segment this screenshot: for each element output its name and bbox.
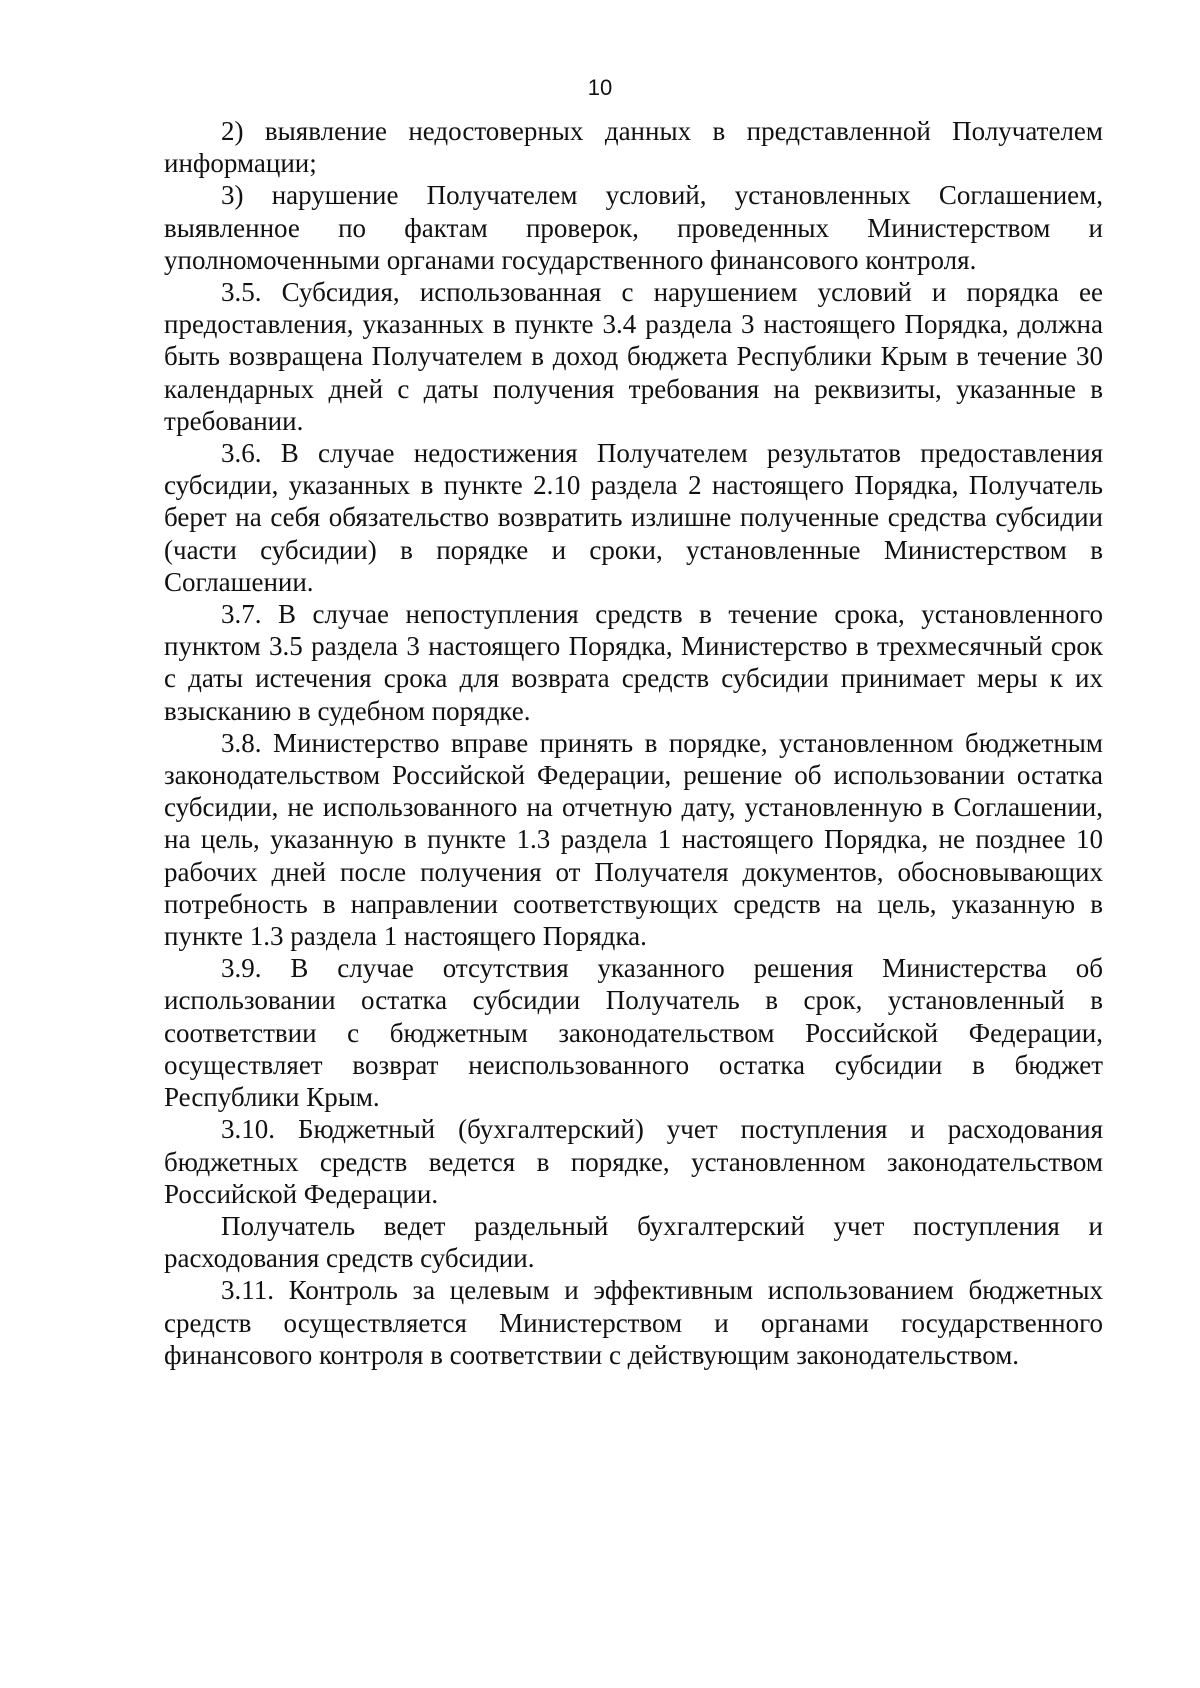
- paragraph-accounting: Получатель ведет раздельный бухгалтерский учет поступления и расходования средств субсидии.: [164, 1210, 1103, 1274]
- paragraph-3-7: 3.7. В случае непоступления средств в течение срока, установленного пунктом 3.5 раздела 3 настоящего Порядка, Министерство в трехмесячный срок с даты истечения срока для возврата средств субсидии принимает меры к их взысканию в судебном порядке.: [164, 599, 1103, 726]
- document-body: [164, 115, 1103, 1371]
- page-number: 10: [587, 75, 613, 100]
- paragraph-3-6: 3.6. В случае недостижения Получателем результатов предоставления субсидии, указанных в пункте 2.10 раздела 2 настоящего Порядка, Получатель берет на себя обязательство возвратить излишне полученные средства субсидии (части субсидии) в порядке и сроки, установленные Министерством в Соглашении.: [164, 438, 1103, 597]
- paragraph-3-11: 3.11. Контроль за целевым и эффективным использованием бюджетных средств осуществляется Министерством и органами государственного финансового контроля в соответствии с действующим законодательством.: [164, 1275, 1103, 1370]
- paragraph-item-3: 3) нарушение Получателем условий, установленных Соглашением, выявленное по фактам проверок, проведенных Министерством и уполномоченными органами государственного финансового контроля.: [164, 180, 1103, 275]
- paragraph-3-10: 3.10. Бюджетный (бухгалтерский) учет поступления и расходования бюджетных средств ведется в порядке, установленном законодательством Российской Федерации.: [164, 1114, 1103, 1209]
- paragraph-3-9: 3.9. В случае отсутствия указанного решения Министерства об использовании остатка субсидии Получатель в срок, установленный в соответствии с бюджетным законодательством Российской Федерации, осуществляет возврат неиспользованного остатка субсидии в бюджет Республики Крым.: [164, 953, 1103, 1113]
- paragraph-item-2: 2) выявление недостоверных данных в представленной Получателем информации;: [164, 116, 1103, 179]
- paragraph-3-5: 3.5. Субсидия, использованная с нарушением условий и порядка ее предоставления, указанных в пункте 3.4 раздела 3 настоящего Порядка, должна быть возвращена Получателем в доход бюджета Республики Крым в течение 30 календарных дней с даты получения требования на реквизиты, указанные в требовании.: [164, 277, 1103, 436]
- paragraph-3-8: 3.8. Министерство вправе принять в порядке, установленном бюджетным законодательством Российской Федерации, решение об использовании остатка субсидии, не использованного на отчетную дату, установленную в Соглашении, на цель, указанную в пункте 1.3 раздела 1 настоящего Порядка, не позднее 10 рабочих дней после получения от Получателя документов, обосновывающих потребность в направлении соответствующих средств на цель, указанную в пункте 1.3 раздела 1 настоящего Порядка.: [164, 727, 1103, 952]
